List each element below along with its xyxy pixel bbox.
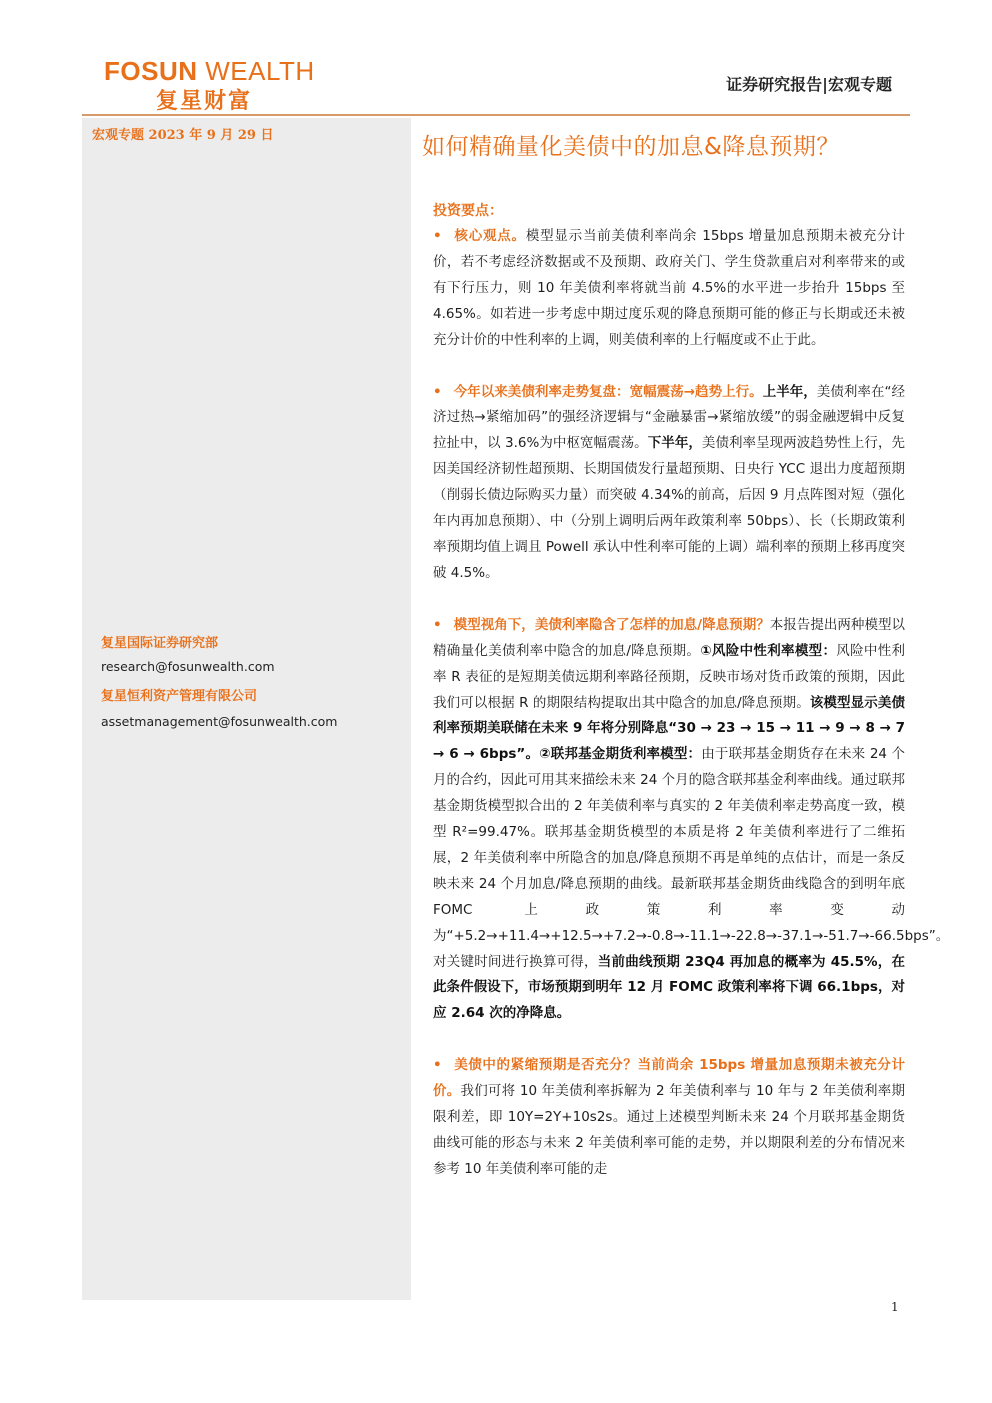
paragraph-body: 模型显示当前美债利率尚余 15bps 增量加息预期未被充分计价，若不考虑经济数据或不及预期、政府关门、学生贷款重启对利率带来的或有下行压力，则 10 年美债利率将就当前 4.5%的水平进一步抬升 15bps 至 4.65%。如若进一步考虑中期过度乐观的降息预期可能的修正与长期或还未被充分计价的中性利率的上调，则美债利率的上行幅度或不止于此。 — [433, 228, 905, 348]
sidebar-panel — [82, 118, 411, 1300]
paragraph-review — [433, 380, 905, 587]
paragraph-body: 由于联邦基金期货存在未来 24 个月的合约，因此可用其来描绘未来 24 个月的隐含联邦基金利率曲线。通过联邦基金期货模型拟合出的 2 年美债利率与真实的 2 年美债利率走势高度一致，模型 R²=99.47%。联邦基金期货模型的本质是将 2 年美债利率进行了二维拓展，2 年美债利率中所隐含的加息/降息预期不再是单纯的点估计，而是一条反映未来 24 个月加息/降息预期的曲线。最新联邦基金期货曲线隐含的到明年底 FOMC 上政策利率变动为“+5.2→+11.4→+12.5→+7.2→-0.8→-11.1→-22.8→-37.1→-51.7→-66.5bps”。对关键时间进行换算可得， — [433, 746, 950, 970]
section-heading: 投资要点： — [433, 203, 503, 219]
emphasis-first-half: 上半年， — [762, 383, 817, 400]
logo-en-light: WEALTH — [197, 56, 315, 86]
emphasis-model-result: 该模型显示美债利率预期美联储在未来 9 年将分别降息“30 → 23 → 15 → 11 → 9 → 8 → 7 → 6 → 6bps”。②联邦基金期货利率模型： — [433, 694, 905, 763]
emphasis-conclusion: 当前曲线预期 23Q4 再加息的概率为 45.5%，在此条件假设下，市场预期到明年 12 月 FOMC 政策利率将下调 66.1bps，对应 2.64 次的净降息。 — [433, 953, 905, 1022]
paragraph-lead: 今年以来美债利率走势复盘：宽幅震荡→趋势上行。 — [453, 383, 763, 400]
report-date: 宏观专题 2023 年 9 月 29 日 — [92, 128, 274, 143]
paragraph-body: 我们可将 10 年美债利率拆解为 2 年美债利率与 10 年与 2 年美债利率期限利差，即 10Y=2Y+10s2s。通过上述模型判断未来 24 个月联邦基金期货曲线可能的形态与未来 2 年美债利率可能的走势，并以期限利差的分布情况来参考 10 年美债利率可能的走 — [433, 1083, 905, 1177]
main-content — [433, 200, 950, 1209]
contact-email-research[interactable]: research@fosunwealth.com — [101, 659, 275, 674]
brand-logo-english — [104, 56, 315, 87]
bullet-icon: • — [433, 228, 442, 244]
contact-org-asset: 复星恒利资产管理有限公司 — [101, 689, 258, 704]
paragraph-lead: 美债中的紧缩预期是否充分？当前尚余 15bps 增量加息预期未被充分计价。 — [433, 1057, 905, 1100]
bullet-icon: • — [433, 383, 442, 400]
paragraph-body: 美债利率在“经济过热→紧缩加码”的强经济逻辑与“金融暴雷→紧缩放缓”的弱金融逻辑中反复拉扯中，以 3.6%为中枢宽幅震荡。 — [433, 383, 906, 452]
paragraph-body: 风险中性利率 R 表征的是短期美债远期利率路径预期，反映市场对货币政策的预期，因此我们可以根据 R 的期限结构提取出其中隐含的加息/降息预期。 — [433, 642, 906, 711]
page-number: 1 — [891, 1300, 899, 1314]
contact-email-asset[interactable]: assetmanagement@fosunwealth.com — [101, 714, 338, 729]
paragraph-core-view — [433, 224, 905, 354]
paragraph-lead: 模型视角下，美债利率隐含了怎样的加息/降息预期？ — [453, 616, 770, 633]
paragraph-body: 本报告提出两种模型以精确量化美债利率中隐含的加息/降息预期。 — [433, 616, 905, 659]
header-divider — [82, 114, 910, 116]
paragraph-body: 美债利率呈现两波趋势性上行，先因美国经济韧性超预期、长期国债发行量超预期、日央行 YCC 退出力度超预期（削弱长债边际购买力量）而突破 4.34%的前高，后因 9 月点阵图对短（强化年内再加息预期）、中（分别上调明后两年政策利率 50bps）、长（长期政策利率预期均值上调且 Powell 承认中性利率可能的上调）端利率的预期上移再度突破 4.5%。 — [433, 435, 906, 581]
brand-logo-chinese: 复星财富 — [156, 89, 253, 114]
report-type-label: 证券研究报告|宏观专题 — [726, 75, 892, 94]
report-title: 如何精确量化美债中的加息&降息预期？ — [422, 134, 840, 160]
contact-org-research: 复星国际证券研究部 — [101, 636, 219, 651]
paragraph-lead: 核心观点。 — [453, 228, 526, 244]
emphasis-second-half: 下半年， — [647, 435, 702, 452]
logo-en-bold: FOSUN — [104, 56, 198, 86]
bullet-icon: • — [433, 1057, 442, 1074]
paragraph-model-view — [433, 613, 950, 1028]
bullet-icon: • — [433, 616, 442, 633]
emphasis-model-one: ①风险中性利率模型： — [700, 642, 837, 659]
paragraph-tightening — [433, 1053, 905, 1183]
